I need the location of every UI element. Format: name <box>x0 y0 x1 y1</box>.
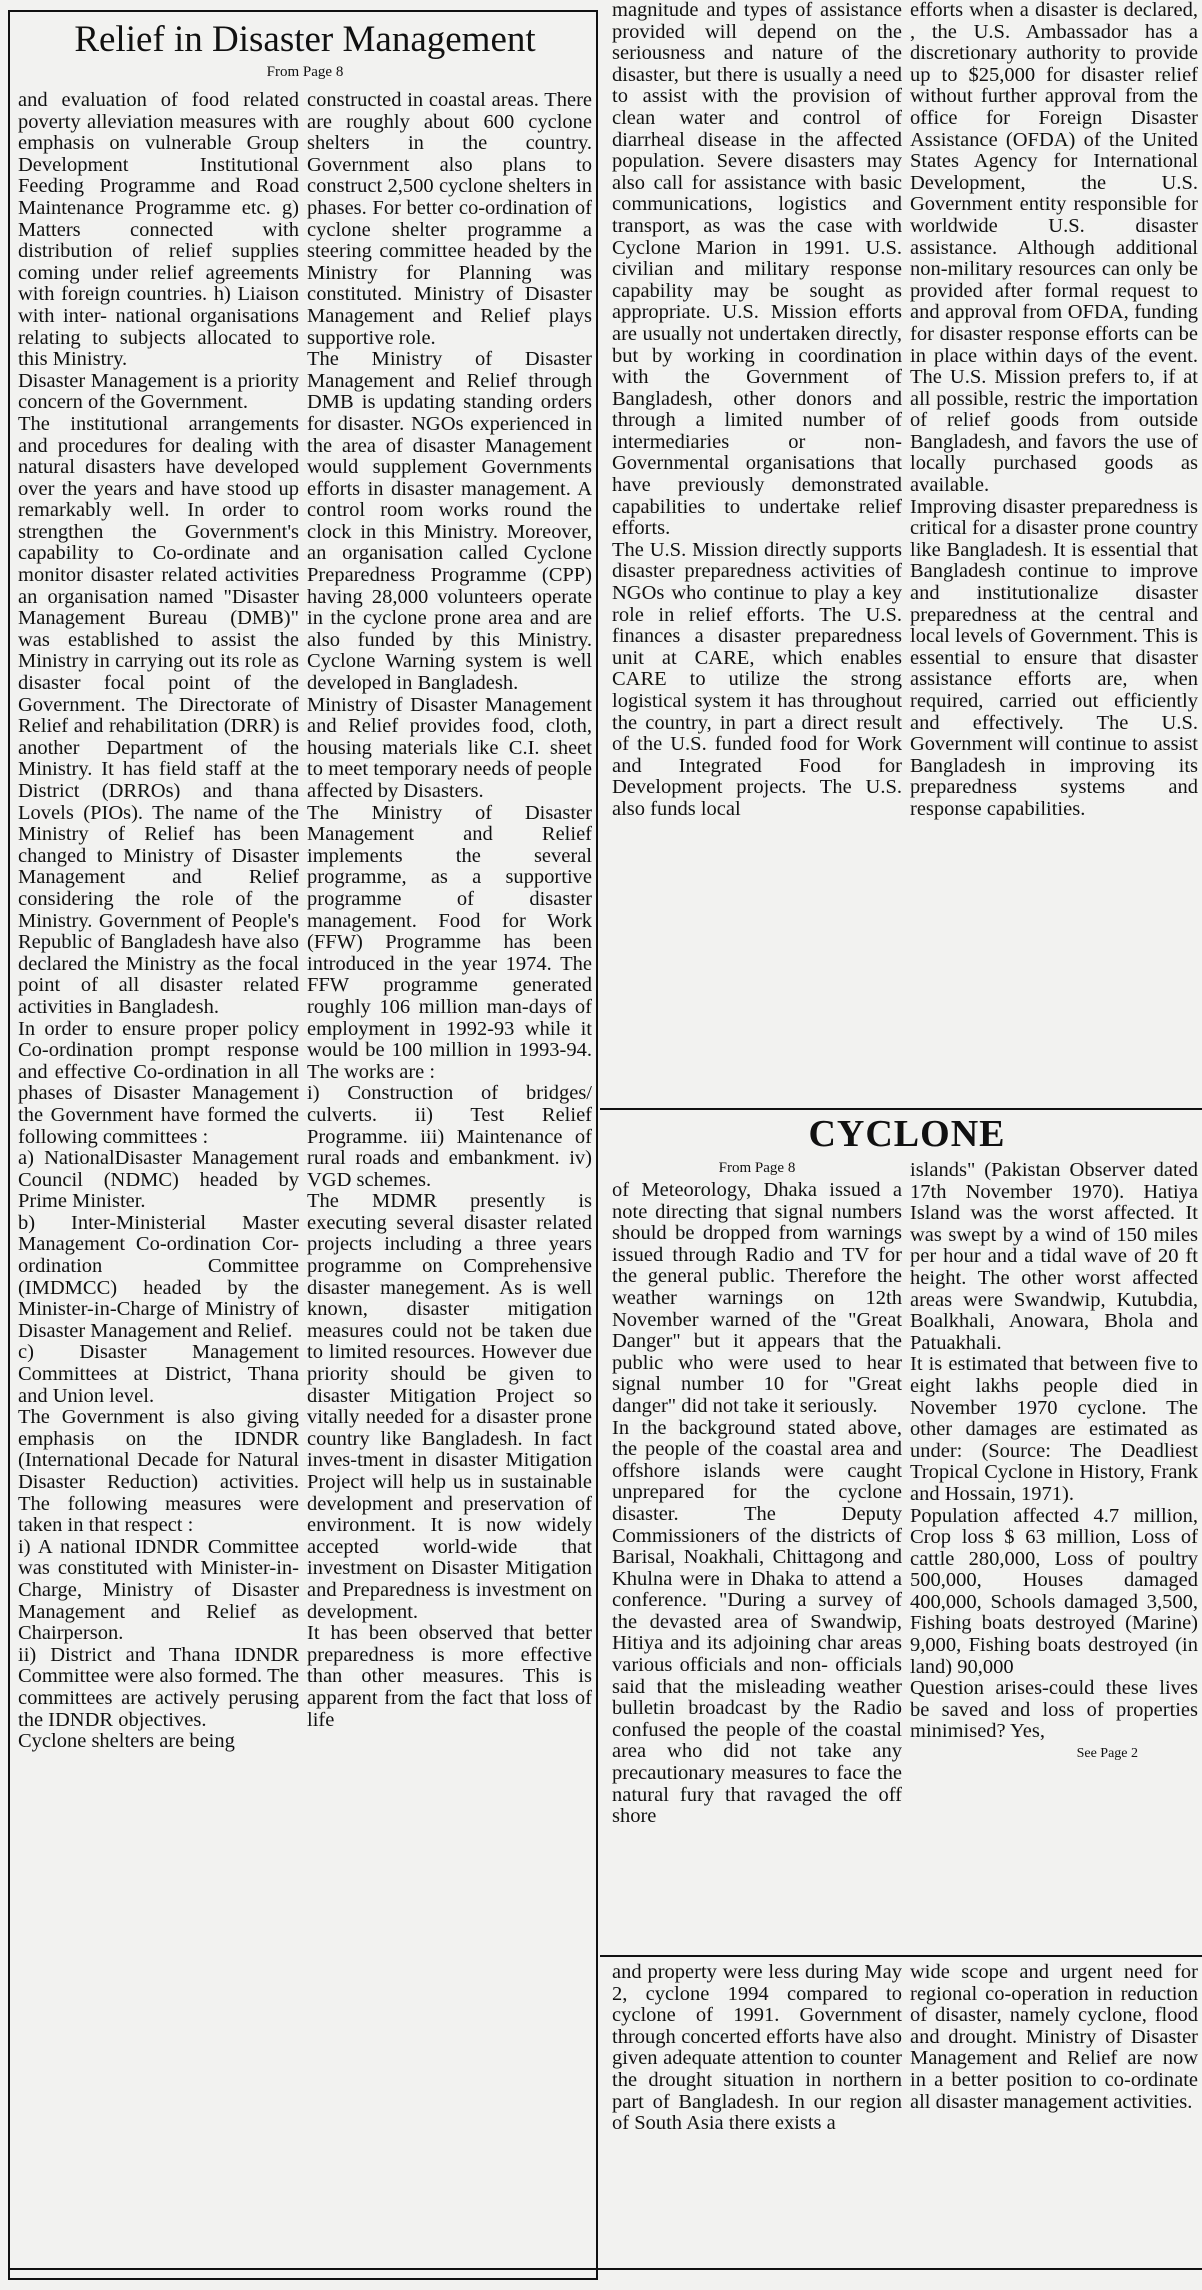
divider-rule <box>600 1955 1202 1957</box>
cyclone-headline: CYCLONE <box>808 1113 1006 1155</box>
paragraph: Improving disaster preparedness is critical for a disaster prone country like Bangladesh. It is essential that Bangladesh continue to improve and institutionalize disaster preparedness at the central and local levels of Government. This is essential to ensure that disaster assistance efforts are, when required, carried out efficiently and effectively. The U.S. Government will continue to assist Bangladesh in improving its preparedness systems and response capabilities. <box>910 495 1198 820</box>
article-headline: Relief in Disaster Management <box>74 19 536 60</box>
paragraph: of Meteorology, Dhaka issued a note directing that signal numbers should be dropped from warnings issued through Radio and TV for the general public. Therefore the weather warnings on 12th November warned of the "Great Danger" but it appears that the public who were used to hear signal number 10 for "Great danger" did not take it seriously. <box>612 1180 902 1417</box>
paragraph: Population affected 4.7 million, Crop loss $ 63 million, Loss of cattle 280,000, Loss of poultry 500,000, Houses damaged 400,000, Schools damaged 3,500, Fishing boats destroyed (Marine) 9,000, Fishing boats destroyed (in land) 90,000 <box>910 1504 1198 1678</box>
paragraph: b) Inter-Ministerial Master Management Co-ordination Cor-ordination Committee (IMDMCC) headed by the Minister-in-Charge of Ministry of Disaster Management and Relief. <box>18 1211 299 1342</box>
article-column-3 <box>612 0 902 1104</box>
paragraph: The Government is also giving emphasis on the IDNDR (International Decade for Natural Disaster Reduction) activities. The following measures were taken in that respect : <box>18 1406 299 1537</box>
paragraph: i) Construction of bridges/ culverts. ii) Test Relief Programme. iii) Maintenance of rural roads and embankment. iv) VGD schemes. <box>307 1082 592 1191</box>
paragraph: magnitude and types of assistance provided will depend on the seriousness and nature of the disaster, but there is usually a need to assist with the provision of clean water and control of diarrheal disease in the affected population. Severe disasters may also call for assistance with basic communications, logistics and transport, as was the case with Cyclone Marion in 1991. U.S. civilian and military response capability may be sought as appropriate. U.S. Mission efforts are usually not undertaken directly, but by working in coordination with the Government of Bangladesh, other donors and through a limited number of intermediaries or non-Governmental organisations that have previously demonstrated capabilities to undertake relief efforts. <box>612 0 902 540</box>
paragraph: The Ministry of Disaster Management and Relief implements the several programme, as a supportive programme of disaster management. Food for Work (FFW) Programme has been introduced in the year 1974. The FFW programme generated roughly 106 million man-days of employment in 1992-93 while it would be 100 million in 1993-94. The works are : <box>307 801 592 1083</box>
bottom-rule <box>8 2268 1202 2270</box>
continuation-column-1 <box>612 1962 902 2262</box>
continuation-column-2 <box>910 1962 1198 2262</box>
paragraph: a) NationalDisaster Management Council (NDMC) headed by Prime Minister. <box>18 1147 299 1213</box>
paragraph: and property were less during May 2, cyclone 1994 compared to cyclone of 1991. Government through concerted efforts have also given adequate attention to counter the drought situation in northern part of Bangladesh. In our region of South Asia there exists a <box>612 1962 902 2135</box>
paragraph: The MDMR presently is executing several disaster related projects including a three years programme on Comprehensive disaster manegement. As is well known, disaster mitigation measures could not be taken due to limited resources. However due priority should be given to disaster Mitigation Project so vitally needed for a disaster prone country like Bangladesh. In fact inves-tment in disaster Mitigation Project will help us in sustainable development and preservation of environment. It is now widely accepted world-wide that investment on Disaster Mitigation and Preparedness is investment on development. <box>307 1190 592 1623</box>
paragraph: c) Disaster Management Committees at District, Thana and Union level. <box>18 1341 299 1407</box>
paragraph: In the background stated above, the people of the coastal area and offshore islands were caught unprepared for the cyclone disaster. The Deputy Commissioners of the districts of Barisal, Noakhali, Chittagong and Khulna were in Dhaka to attend a conference. "During a survey of the devasted area of Swandwip, Hitiya and its adjoining char areas various officials and non- officials said that the misleading weather bulletin broadcast by the Radio confused the people of the coastal area who did not take any precautionary measures to face the natural fury that ravaged the off shore <box>612 1416 902 1828</box>
paragraph: It is estimated that between five to eight lakhs people died in November 1970 cyclone. The other damages are estimated as under: (Source: The Deadliest Tropical Cyclone in History, Frank and Hossain, 1971). <box>910 1353 1198 1505</box>
cyclone-column-1 <box>612 1180 902 1950</box>
paragraph: wide scope and urgent need for regional co-operation in reduction of disaster, namely cyclone, flood and drought. Ministry of Disaster Management and Relief are now in a better position to co-ordinate all disaster management activities. <box>910 1962 1198 2113</box>
divider-rule <box>600 1108 1202 1110</box>
paragraph: efforts when a disaster is declared, , the U.S. Ambassador has a discretionary authority to provide up to $25,000 for disaster relief without further approval from the office for Foreign Disaster Assistance (OFDA) of the United States Agency for International Development, the U.S. Government entity responsible for worldwide U.S. disaster assistance. Although additional non-military resources can only be provided after formal request to and approval from OFDA, funding for disaster response efforts can be in place within days of the event. The U.S. Mission prefers to, if at all possible, restric the importation of relief goods from outside Bangladesh, and favors the use of locally purchased goods as available. <box>910 0 1198 497</box>
paragraph: Ministry of Disaster Management and Relief provides food, cloth, housing materials like C.I. sheet to meet temporary needs of people affected by Disasters. <box>307 693 592 802</box>
from-page-label: From Page 8 <box>718 1160 796 1176</box>
paragraph: The Ministry of Disaster Management and Relief through DMB is updating standing orders for disaster. NGOs experienced in the area of disaster Management would supplement Governments efforts in disaster management. A control room works round the clock in this Ministry. Moreover, an organisation called Cyclone Preparedness Programme (CPP) having 28,000 volunteers operate in the cyclone prone area and are also funded by this Ministry. Cyclone Warning system is well developed in Bangladesh. <box>307 348 592 695</box>
see-page-label: See Page 2 <box>1076 1746 1138 1762</box>
article-column-4 <box>910 0 1198 1104</box>
paragraph: It has been observed that better preparedness is more effective than other measures. This is apparent from the fact that loss of life <box>307 1622 592 1731</box>
from-page-label: From Page 8 <box>266 64 344 80</box>
paragraph: ii) District and Thana IDNDR Committee were also formed. The committees are actively perusing the IDNDR objectives. <box>18 1643 299 1731</box>
article-column-2 <box>307 90 592 2270</box>
cyclone-column-2 <box>910 1160 1198 1950</box>
paragraph: Question arises-could these lives be saved and loss of properties minimised? Yes, <box>910 1677 1198 1743</box>
paragraph: Cyclone shelters are being <box>18 1730 235 1753</box>
paragraph: constructed in coastal areas. There are roughly about 600 cyclone shelters in the country. Government also plans to construct 2,500 cyclone shelters in phases. For better co-ordination of cyclone shelter programme a steering committee headed by the Ministry for Planning was constituted. Ministry of Disaster Management and Relief plays supportive role. <box>307 90 592 349</box>
paragraph: and evaluation of food related poverty alleviation measures with emphasis on vulnerable Group Development Institutional Feeding Programme and Road Maintenance Programme etc. g) Matters connected with distribution of relief supplies coming under relief agreements with foreign countries. h) Liaison with inter- national organisations relating to subjects allocated to this Ministry. <box>18 90 299 371</box>
paragraph: In order to ensure proper policy Co-ordination prompt response and effective Co-ordination in all phases of Disaster Management the Government have formed the following committees : <box>18 1017 299 1148</box>
paragraph: The institutional arrangements and procedures for dealing with natural disasters have developed over the years and have stood up remarkably well. In order to strengthen the Government's capability to Co-ordinate and monitor disaster related activities an organisation named "Disaster Management Bureau (DMB)" was established to assist the Ministry in carrying out its role as disaster focal point of the Government. The Directorate of Relief and rehabilitation (DRR) is another Department of the Ministry. It has field staff at the District (DRROs) and thana Lovels (PIOs). The name of the Ministry of Relief has been changed to Ministry of Disaster Management and Relief considering the role of the Ministry. Government of People's Republic of Bangladesh have also declared the Ministry as the focal point of all disaster related activities in Bangladesh. <box>18 412 299 1018</box>
article-column-1 <box>18 90 299 2270</box>
paragraph: The U.S. Mission directly supports disaster preparedness activities of NGOs who continue to play a key role in relief efforts. The U.S. finances a disaster preparedness unit at CARE, which enables CARE to utilize the strong logistical system it has throughout the country, in part a direct result of the U.S. funded food for Work and Integrated Food for Development projects. The U.S. also funds local <box>612 538 902 820</box>
paragraph: Disaster Management is a priority concern of the Government. <box>18 369 299 414</box>
paragraph: i) A national IDNDR Committee was constituted with Minister-in-Charge, Ministry of Disaster Management and Relief as Chairperson. <box>18 1535 299 1645</box>
paragraph: islands" (Pakistan Observer dated 17th November 1970). Hatiya Island was the worst affected. It was swept by a wind of 150 miles per hour and a tidal wave of 20 ft height. The other worst affected areas were Swandwip, Kutubdia, Boalkhali, Anowara, Bhola and Patuakhali. <box>910 1160 1198 1354</box>
